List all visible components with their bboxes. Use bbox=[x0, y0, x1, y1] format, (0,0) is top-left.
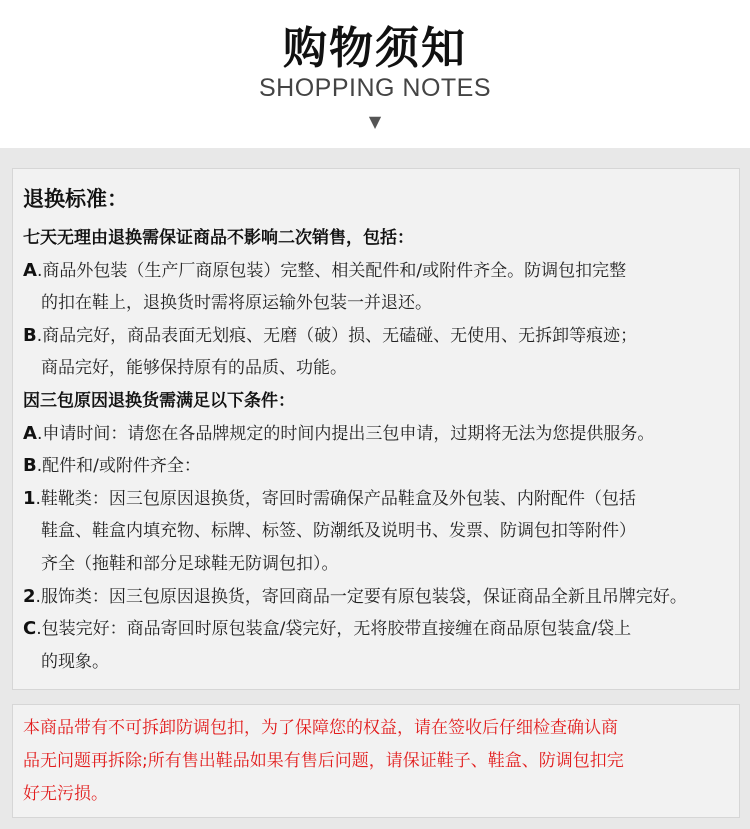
header bbox=[0, 0, 750, 148]
policy-line bbox=[41, 553, 750, 575]
item-marker: 1 bbox=[23, 487, 36, 509]
policy-line-text: 齐全（拖鞋和部分足球鞋无防调包扣）。 bbox=[41, 554, 339, 574]
page-title: 购物须知 bbox=[283, 23, 467, 74]
policy-line bbox=[23, 390, 739, 412]
return-policy-card bbox=[12, 168, 740, 690]
item-marker: 2 bbox=[23, 585, 36, 607]
policy-line-text: 七天无理由退换需保证商品不影响二次销售，包括： bbox=[23, 228, 414, 248]
policy-line bbox=[41, 357, 750, 379]
policy-line bbox=[41, 651, 750, 673]
item-marker: C bbox=[23, 618, 37, 640]
policy-line bbox=[23, 325, 739, 347]
policy-line-text: .服饰类：因三包原因退换货，寄回商品一定要有原包装袋，保证商品全新且吊牌完好。 bbox=[35, 586, 687, 607]
page-subtitle: SHOPPING NOTES bbox=[258, 74, 492, 102]
item-marker: A bbox=[23, 259, 37, 281]
policy-line bbox=[41, 292, 750, 314]
policy-line-text: .商品完好，商品表面无划痕、无磨（破）损、无磕碰、无使用、无拆卸等痕迹； bbox=[36, 325, 638, 346]
policy-line-text: 鞋盒、鞋盒内填充物、标牌、标签、防潮纸及说明书、发票、防调包扣等附件） bbox=[41, 521, 636, 542]
policy-line bbox=[23, 618, 739, 640]
policy-line bbox=[23, 488, 739, 510]
policy-line-text: 商品完好，能够保持原有的品质、功能。 bbox=[41, 358, 347, 379]
notice-line: 好无污损。 bbox=[23, 784, 108, 804]
notice-line: 品无问题再拆除;所有售出鞋品如果有售后问题，请保证鞋子、鞋盒、防调包扣完 bbox=[23, 751, 624, 771]
section-title: 退换标准： bbox=[23, 187, 128, 211]
policy-line-text: .鞋靴类：因三包原因退换货，寄回时需确保产品鞋盒及外包装、内附配件（包括 bbox=[35, 488, 636, 509]
policy-line-text: .商品外包装（生产厂商原包装）完整、相关配件和/或附件齐全。防调包扣完整 bbox=[36, 260, 627, 281]
item-marker: A bbox=[23, 422, 37, 444]
down-triangle-icon: ▼ bbox=[368, 112, 382, 131]
policy-line-text: .配件和/或附件齐全： bbox=[36, 456, 201, 477]
policy-line-text: .申请时间：请您在各品牌规定的时间内提出三包申请，过期将无法为您提供服务。 bbox=[36, 423, 655, 444]
content-panel bbox=[0, 148, 750, 829]
policy-line bbox=[23, 455, 739, 477]
policy-line bbox=[23, 586, 739, 608]
policy-line-text: 的扣在鞋上，退换货时需将原运输外包装一并退还。 bbox=[41, 293, 432, 314]
policy-line bbox=[23, 423, 739, 445]
policy-line bbox=[23, 260, 739, 282]
policy-line bbox=[23, 227, 739, 249]
item-marker: B bbox=[23, 455, 37, 477]
notice-line: 本商品带有不可拆卸防调包扣，为了保障您的权益，请在签收后仔细检查确认商 bbox=[23, 718, 618, 738]
item-marker: B bbox=[23, 324, 37, 346]
policy-line-text: 的现象。 bbox=[41, 651, 109, 672]
policy-line-text: 因三包原因退换货需满足以下条件： bbox=[23, 391, 295, 411]
warning-notice bbox=[12, 704, 740, 818]
policy-line bbox=[41, 520, 750, 542]
policy-line-text: .包装完好：商品寄回时原包装盒/袋完好，无将胶带直接缠在商品原包装盒/袋上 bbox=[36, 619, 632, 640]
